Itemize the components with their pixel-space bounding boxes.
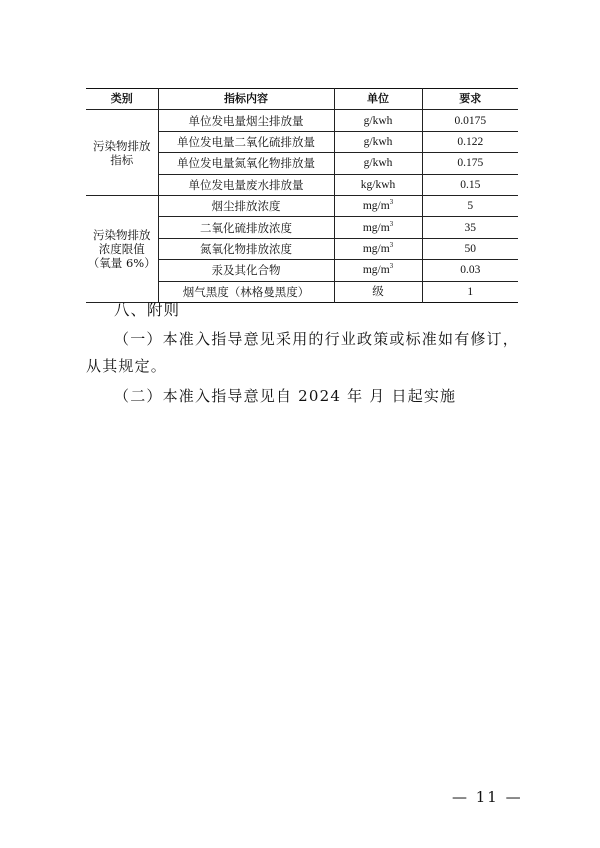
- category-cell: [86, 195, 158, 302]
- page-number: — 11 —: [452, 788, 523, 806]
- requirement-cell: 35: [422, 217, 518, 238]
- unit-cell: $mg/m^3$: [334, 238, 422, 259]
- requirement-cell: 0.03: [422, 260, 518, 281]
- category-line: 指标: [110, 152, 134, 167]
- category-cell: [86, 110, 158, 196]
- unit-cell: $mg/m^3$: [334, 217, 422, 238]
- requirement-cell: 1: [422, 281, 518, 302]
- paragraph-1-line-2: 从其规定。: [86, 357, 168, 375]
- requirement-cell: 0.175: [422, 153, 518, 174]
- indicator-cell: 烟气黑度（林格曼黑度）: [158, 281, 334, 302]
- indicator-cell: 单位发电量氮氧化物排放量: [158, 153, 334, 174]
- indicator-cell: 氮氧化物排放浓度: [158, 238, 334, 259]
- unit-cell: g/kwh: [334, 131, 422, 152]
- indicator-cell: 单位发电量二氧化硫排放量: [158, 131, 334, 152]
- section-heading: 八、附则: [114, 301, 181, 319]
- requirement-cell: 50: [422, 238, 518, 259]
- category-line: （氧量 6%）: [87, 255, 156, 270]
- header-requirement: 要求: [422, 89, 518, 110]
- indicator-cell: 单位发电量废水排放量: [158, 174, 334, 195]
- indicator-cell: 二氧化硫排放浓度: [158, 217, 334, 238]
- category-line: 污染物排放: [93, 138, 151, 153]
- unit-cell: 级: [334, 281, 422, 302]
- unit-cell: $mg/m^3$: [334, 260, 422, 281]
- requirement-cell: 0.122: [422, 131, 518, 152]
- table-row: [86, 110, 518, 131]
- indicator-cell: 烟尘排放浓度: [158, 195, 334, 216]
- requirement-cell: 0.15: [422, 174, 518, 195]
- header-indicator: 指标内容: [158, 89, 334, 110]
- indicator-cell: 汞及其化合物: [158, 260, 334, 281]
- unit-cell: g/kwh: [334, 153, 422, 174]
- header-category: 类别: [86, 89, 158, 110]
- paragraph-2: （二）本准入指导意见自 2024 年 月 日起实施: [114, 387, 457, 405]
- requirement-cell: 0.0175: [422, 110, 518, 131]
- category-line: 污染物排放: [93, 227, 151, 242]
- table-header-row: [86, 89, 518, 110]
- requirement-cell: 5: [422, 195, 518, 216]
- category-line: 浓度限值: [98, 241, 145, 256]
- header-unit: 单位: [334, 89, 422, 110]
- emission-standards-table: [86, 88, 518, 303]
- table-row: [86, 195, 518, 216]
- unit-cell: g/kwh: [334, 110, 422, 131]
- unit-cell: $mg/m^3$: [334, 195, 422, 216]
- paragraph-1-line-1: （一）本准入指导意见采用的行业政策或标准如有修订，: [114, 330, 520, 348]
- unit-cell: kg/kwh: [334, 174, 422, 195]
- indicator-cell: 单位发电量烟尘排放量: [158, 110, 334, 131]
